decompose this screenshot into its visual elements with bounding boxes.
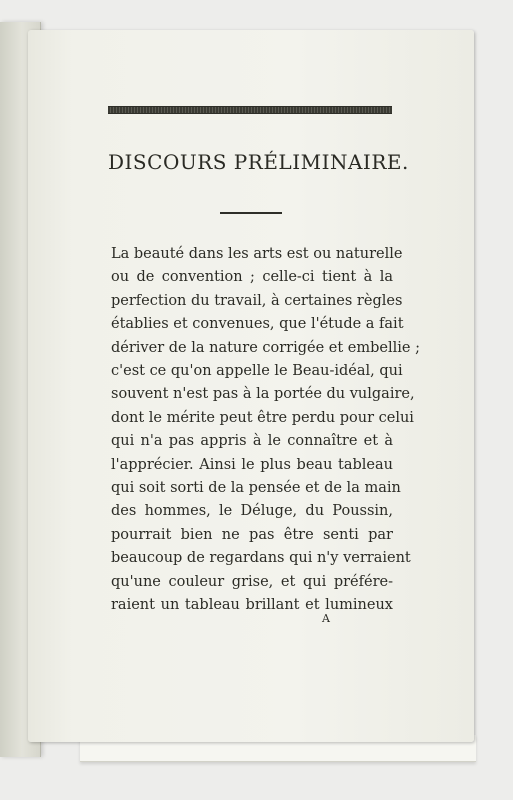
ornamental-rule [108, 106, 392, 114]
text-line: dériver de la nature corrigée et embellie ; [111, 339, 420, 356]
text-line: perfection du travail, à certaines règles [111, 292, 403, 309]
text-line: établies et convenues, que l'étude a fait [111, 316, 404, 333]
text-line: ou de convention ; celle-ci tient à la [111, 269, 393, 286]
text-line: qui n'a pas appris à le connaître et à [111, 433, 393, 450]
text-line: des hommes, le Déluge, du Poussin, [111, 503, 393, 520]
text-line: pourrait bien ne pas être senti par [111, 526, 393, 543]
text-line: qu'une couleur grise, et qui préfére- [111, 573, 393, 590]
text-line: c'est ce qu'on appelle le Beau-idéal, qui [111, 363, 403, 380]
text-line: La beauté dans les arts est ou naturelle [111, 246, 403, 262]
text-line: qui soit sorti de la pensée et de la main [111, 480, 401, 497]
page-title: DISCOURS PRÉLIMINAIRE. [108, 150, 409, 174]
signature-mark: A [322, 612, 330, 625]
text-line: raient un tableau brillant et lumineux [111, 597, 393, 614]
title-divider [220, 212, 282, 214]
text-line: beaucoup de regardans qui n'y verraient [111, 550, 411, 567]
text-line: l'apprécier. Ainsi le plus beau tableau [111, 456, 393, 473]
text-line: souvent n'est pas à la portée du vulgaire, [111, 386, 415, 403]
body-paragraph [111, 243, 420, 618]
text-line: dont le mérite peut être perdu pour celui [111, 409, 414, 426]
